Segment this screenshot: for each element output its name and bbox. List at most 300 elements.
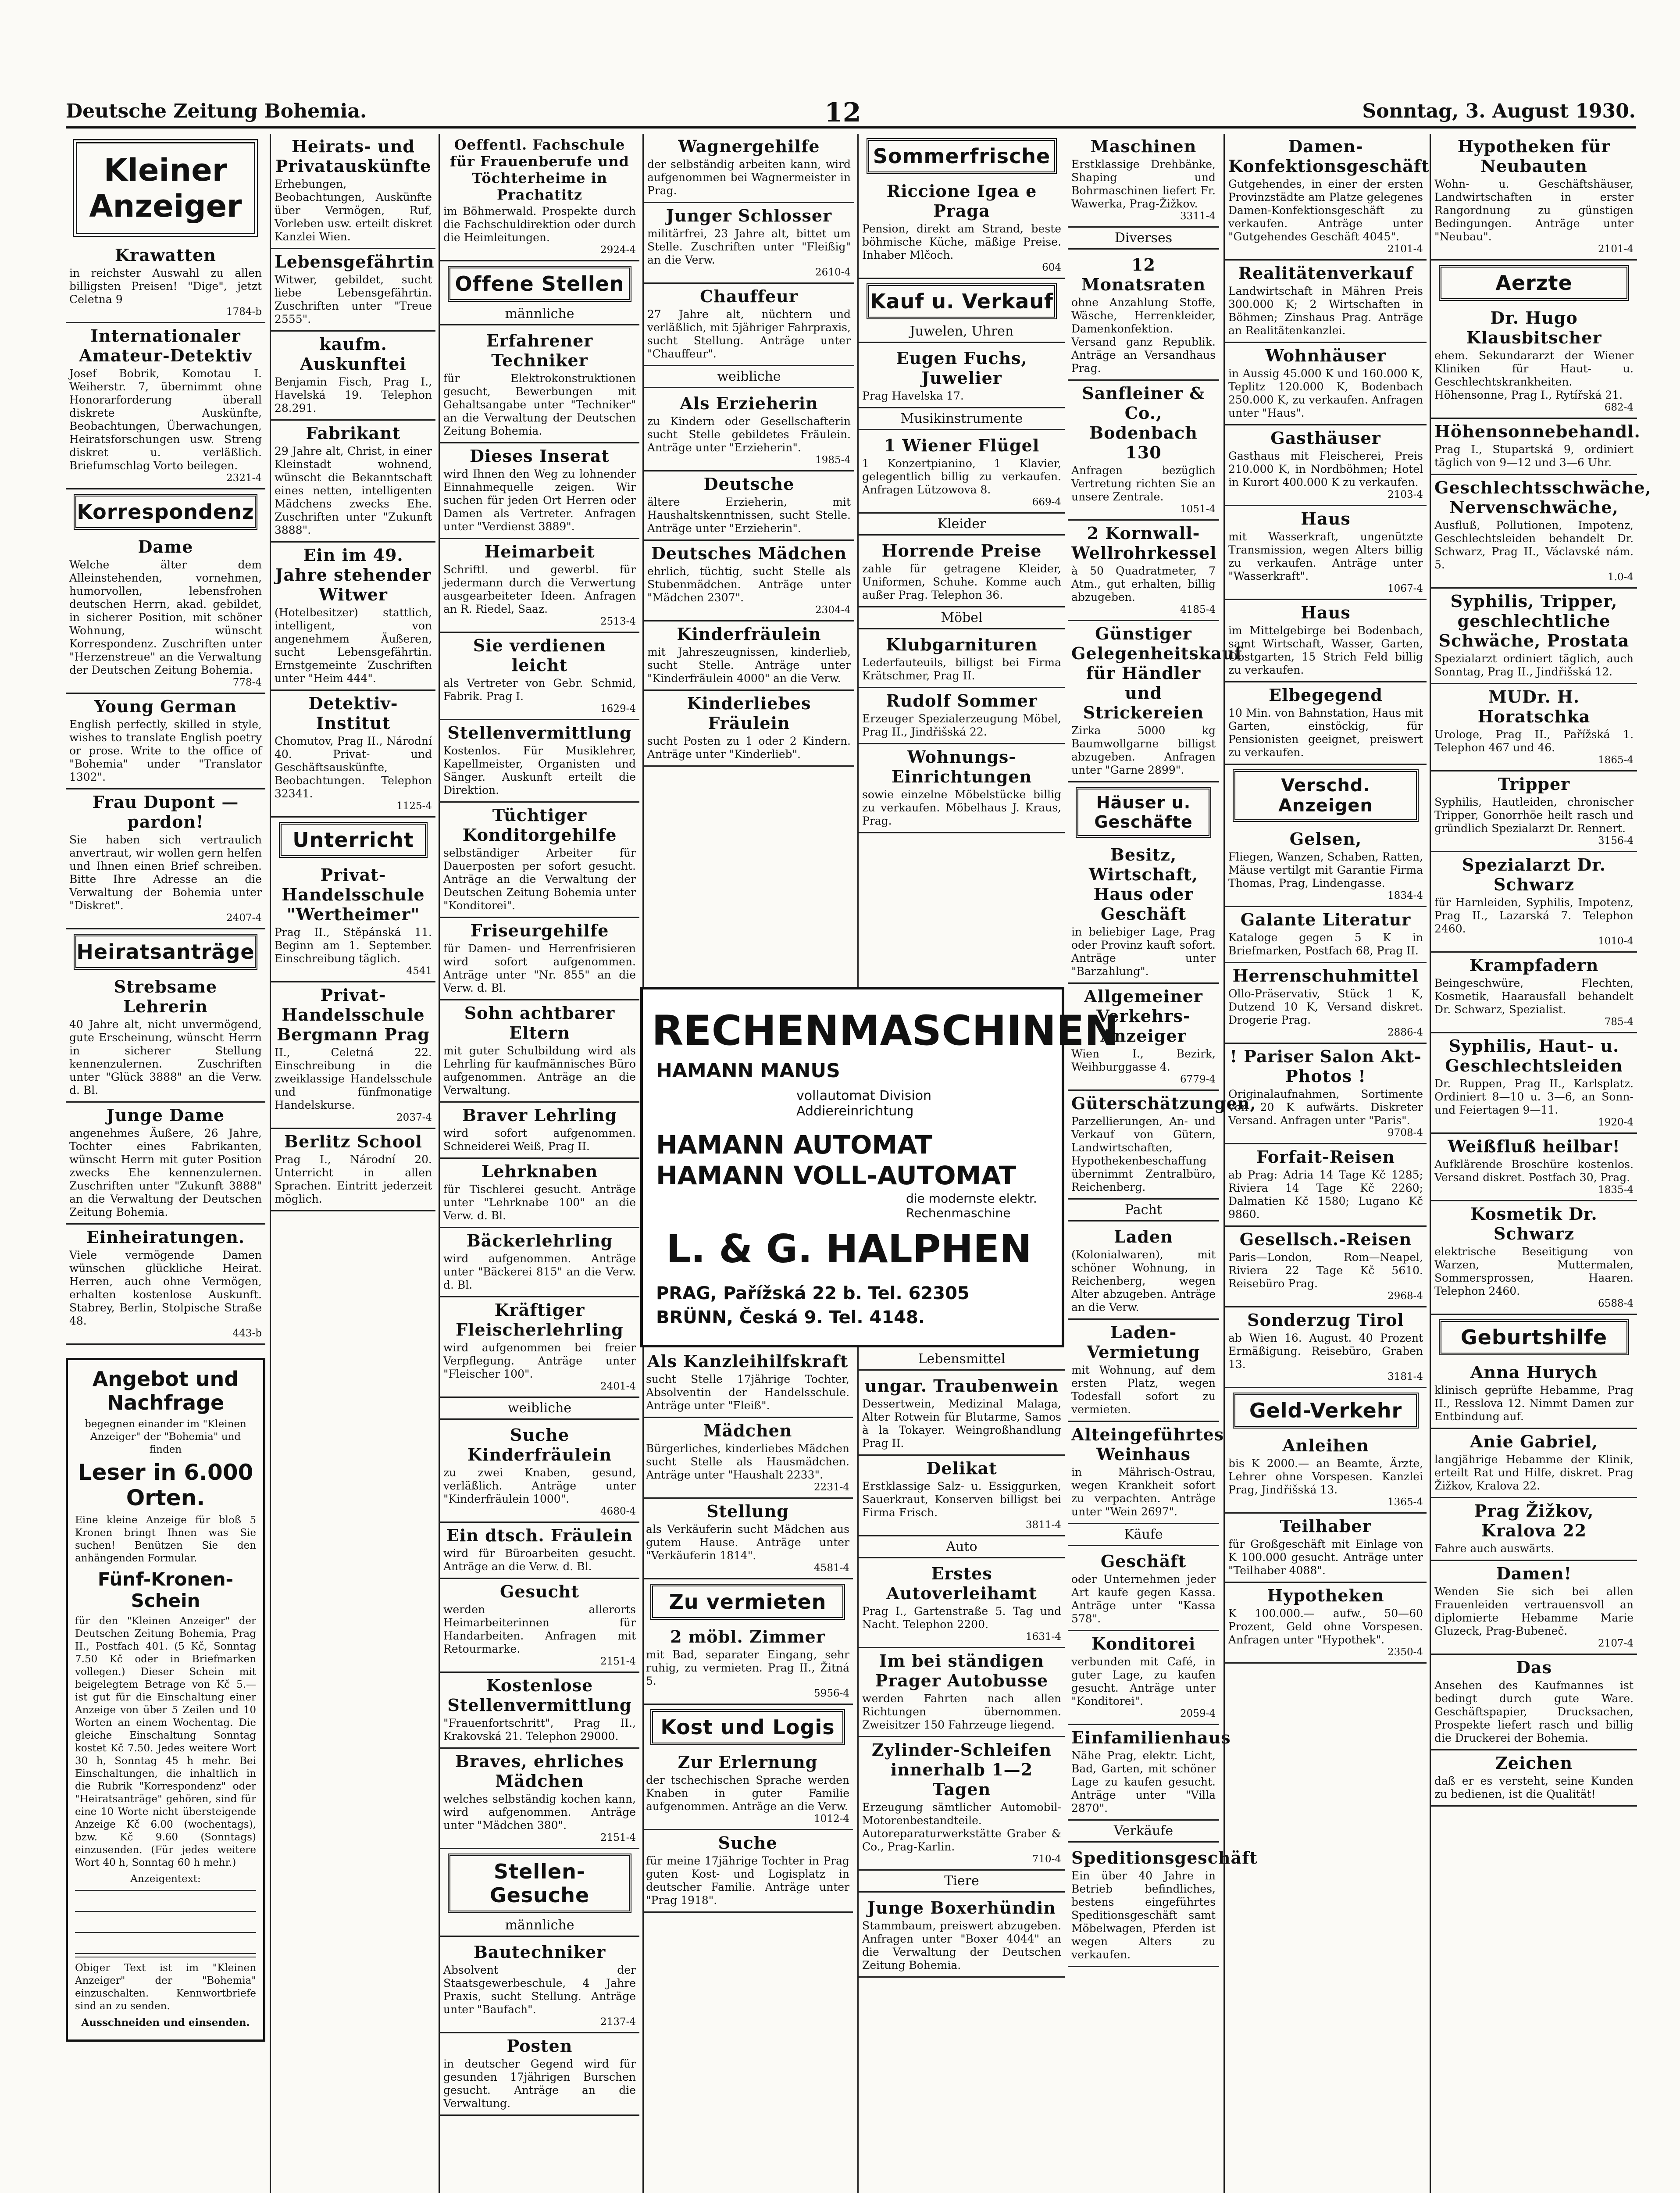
ad-heirat-privat [271,134,435,249]
ad-heading: 1 Wiener Flügel [884,436,1040,455]
ad-heading: Kinderliebes Fräulein [687,693,811,733]
ad-zylinder-schleifen [859,1737,1065,1871]
ad-heading: Sohn achtbarer Eltern [464,1003,615,1043]
section-korrespondenz: Korrespondenz [74,494,257,530]
ad-damen [1431,1561,1637,1655]
ad-heading: Als Erzieherin [680,393,818,413]
ad-code: 2101-4 [1388,243,1423,255]
ad-code: 2968-4 [1388,1290,1423,1302]
ad-heading: Gelsen, [1289,829,1362,849]
ad-heading: 12 Monatsraten [1081,255,1206,294]
ad-text: Kataloge gegen 5 K in Briefmarken, Postfach 68, Prag II. [1228,931,1423,957]
ad-text: 29 Jahre alt, Christ, in einer Kleinstadt wohnend, wünscht die Bekanntschaft eines netten, intelligenten Mädchens zwecks Ehe. Zuschriften unter "Zukunft 3888". [275,445,432,536]
ad-code: 785-4 [1604,1016,1634,1028]
ad-heading: Privat-Handelsschule "Wertheimer" [282,865,425,924]
ad-code: 1010-4 [1598,936,1634,947]
ad-text: wird Ihnen den Weg zu lohnender Einnahmequelle zeigen. Wir suchen für jeden Ort Herren oder Damen als Vertreter. Anfragen unter "Verdienst 3889". [443,468,636,533]
section-sommerfrische: Sommerfrische [867,138,1057,174]
ad-autoverleih [859,1561,1065,1648]
ad-elbegegend [1225,682,1427,765]
ad-code: 3156-4 [1598,835,1634,846]
section-aerzte: Aerzte [1439,265,1629,301]
subsection-weibliche: weibliche [440,1400,639,1420]
ad-text: 40 Jahre alt, nicht unvermögend, gute Erscheinung, wünscht Herrn in sicherer Stellung kennenzulernen. Zuschriften unter "Glück 3888" an die Verw. d. Bl. [69,1018,262,1096]
ad-text: Welche älter dem Alleinstehenden, vornehmen, humorvollen, lebensfrohen deutschen Herrn, akad. gebildet, in sicherer Position, mit schöner Wohnung, wünscht Korrespondenz. Zuschriften unter "Herzenstreue" an die Verwaltung der Deutschen Zeitung Bohemia. [69,558,262,676]
ad-text: Erzeugung sämtlicher Automobil-Motorenbestandteile. Autoreparaturwerkstätte Graber & Co., Prag-Karlin. [862,1801,1061,1853]
ad-heading: Speditionsgeschäft [1071,1848,1258,1868]
ad-horatschka [1431,684,1637,771]
ad-text: Prag I., Gartenstraße 5. Tag und Nacht. Telephon 2200. [862,1605,1061,1631]
ad-strebsame-lehrerin [66,974,265,1103]
column-7 [1223,134,1430,2193]
ad-heading: Braves, ehrliches Mädchen [455,1751,624,1791]
ad-heading: Krampfadern [1469,955,1599,975]
ad-text: der tschechischen Sprache werden Knaben in guter Familie aufgenommen. Anträge an die Verw. [646,1774,849,1813]
subsection-tiere: Tiere [859,1873,1065,1893]
ad-text: militärfrei, 23 Jahre alt, bittet um Stelle. Zuschriften unter "Fleißig" an die Verw. [647,227,851,266]
ad-product-manus: HAMANN MANUS [656,1060,840,1082]
ad-heading: Heirats- und Privatauskünfte [275,136,432,176]
subsection-kaeufe: Käufe [1068,1527,1219,1546]
ad-deutsches-maedchen [644,541,854,621]
ad-text: mit Wohnung, auf dem ersten Platz, wegen Todesfall sofort zu vermieten. [1071,1364,1216,1416]
ad-text: Anfragen bezüglich Vertretung richten Sie an unsere Zentrale. [1071,464,1216,503]
rechenmaschinen-display-ad [640,987,1119,1347]
ad-heading: Privat-Handelsschule Bergmann Prag [277,985,430,1044]
ad-heading: Delikat [926,1458,997,1478]
ad-teilhaber [1225,1514,1427,1583]
ad-feature-3: die modernste elektr. Rechenmaschine [906,1191,1037,1220]
ad-junge-dame [66,1103,265,1225]
ad-weissfluss [1431,1134,1637,1201]
ad-heading: Wohnungs-Einrichtungen [891,747,1032,786]
ad-gueterschaetzungen [1068,1091,1256,1200]
ad-friseurgehilfe [440,918,639,1000]
ad-code: 1067-4 [1388,583,1423,594]
subsection-moebel: Möbel [859,610,1065,629]
ad-schlosser [644,203,854,284]
ad-text: mit Bad, separater Eingang, sehr ruhig, zu vermieten. Prag II., Žitná 5. [646,1648,849,1687]
ad-text: Urologe, Prag II., Pařížská 1. Telephon 467 und 46. [1434,728,1634,754]
ad-text: zahle für getragene Kleider, Uniformen, Schuhe. Komme auch außer Prag. Telephon 36. [862,562,1061,601]
ad-heading: Zeichen [1495,1753,1573,1773]
ad-heading: Lehrknaben [481,1161,598,1181]
ad-code: 710-4 [1032,1854,1061,1865]
ad-text: bis K 2000.— an Beamte, Ärzte, Lehrer ohne Vorspesen. Kanzlei Prag, Jindřišská 13. [1228,1457,1423,1496]
subsection-pacht: Pacht [1068,1202,1219,1222]
ad-heading: Höhensonnebehandl. [1434,421,1641,441]
ad-wohnhaeuser [1225,343,1427,425]
ad-text: Benjamin Fisch, Prag I., Havelská 19. Telephon 28.291. [275,375,432,414]
ad-heading: Gesellsch.-Reisen [1239,1229,1412,1249]
ad-text: zu Kindern oder Gesellschafterin sucht Stelle gebildetes Fräulein. Anträge unter "Erzieherin". [647,415,851,454]
ad-heading: Im bei ständigen Prager Autobusse [875,1651,1049,1690]
ad-zeichen [1431,1750,1637,1807]
ad-heading: Dieses Inserat [470,446,610,466]
ad-kanzleihilfskraft [642,1349,853,1418]
ad-konditorei [1068,1631,1219,1725]
ad-sie-verdienen [440,633,639,720]
ad-heading: Einheiratungen. [86,1227,245,1247]
ad-text: in Mährisch-Ostrau, wegen Krankheit sofort zu verpachten. Anträge unter "Wein 2697". [1071,1466,1216,1518]
ad-syphilis-haut [1431,1033,1637,1134]
ad-text: Prag Havelska 17. [862,389,964,402]
ad-text: Gasthaus mit Fleischerei, Preis 210.000 K, in Nordböhmen; Hotel in Kurort 400.000 K zu verkaufen. [1228,450,1423,489]
ad-heading: Galante Literatur [1240,910,1411,929]
ad-code: 9708-4 [1388,1127,1423,1139]
ad-code: 1784-b [226,306,262,318]
ad-stellenvermittlung [440,720,639,803]
ad-code: 2037-4 [396,1112,432,1123]
ad-company-name: L. & G. HALPHEN [666,1226,1032,1272]
ad-suche [642,1830,853,1913]
ad-text: (Hotelbesitzer) stattlich, intelligent, von angenehmem Äußeren, sucht Lebensgefährtin. Ernstgemeinte Zuschriften unter "Heim 444". [275,606,432,685]
ad-code: 2610-4 [815,267,851,278]
ad-code: 1985-4 [815,454,851,466]
ad-text: Aufklärende Broschüre kostenlos. Versand diskret. Postfach 30, Prag. [1434,1158,1634,1184]
subsection-diverses: Diverses [1068,230,1219,250]
ad-code: 1835-4 [1598,1184,1634,1196]
ad-geschlechtsschwaeche [1431,475,1651,589]
ad-zimmer [642,1624,853,1705]
ad-code: 682-4 [1604,402,1634,413]
ad-heading: Hypotheken [1267,1586,1384,1605]
ad-text: Stammbaum, preiswert abzugeben. Anfragen unter "Boxer 4044" an die Verwaltung der Deutschen Zeitung Bohemia. [862,1919,1061,1972]
ad-text: Witwer, gebildet, sucht liebe Lebensgefährtin. Zuschriften unter "Treue 2555". [275,273,432,325]
subsection-kleider: Kleider [859,516,1065,536]
ad-code: 2401-4 [600,1381,636,1392]
ad-code: 2151-4 [600,1832,636,1843]
section-offene-stellen: Offene Stellen [448,266,631,302]
ad-heading: Laden-Vermietung [1087,1322,1200,1362]
ad-code: 2513-4 [600,616,636,627]
ad-heading: Kosmetik Dr. Schwarz [1470,1204,1598,1243]
ad-besitz [1068,842,1219,984]
ad-heading: Elbegegend [1269,685,1383,705]
ad-text: in Aussig 45.000 K und 160.000 K, Teplitz 120.000 K, Bodenbach 250.000 K, zu verkaufen. Anfragen unter "Haus". [1228,367,1423,419]
ad-text: Erstklassige Salz- u. Essiggurken, Sauerkraut, Konserven billigst bei Firma Frisch. [862,1480,1061,1519]
ad-heading: Realitätenverkauf [1238,263,1413,283]
ad-code: 443-b [232,1328,262,1339]
ad-heading: Sanfleiner & Co., Bodenbach 130 [1082,383,1205,462]
ad-text: wird aufgenommen bei freier Verpflegung. Anträge unter "Fleischer 100". [443,1341,636,1380]
promo-signature: Anzeigentext: [130,1873,201,1885]
ad-heading: Ein im 49. Jahre stehender Witwer [275,545,432,604]
ad-text: selbständiger Arbeiter für Dauerposten per sofort gesucht. Anträge an die Verwaltung der Deutschen Zeitung Bohemia unter "Konditorei". [443,846,636,912]
ad-text: mit Wasserkraft, ungenützte Transmission, wegen Alters billig zu verkaufen. Anträge unter "Wasserkraft". [1228,530,1423,582]
column-1 [66,134,265,2193]
ad-code: 2350-4 [1388,1647,1423,1658]
ad-text: wird aufgenommen. Anträge unter "Bäckerei 815" an die Verw. d. Bl. [443,1252,636,1291]
ad-heading: Mädchen [703,1421,792,1440]
ad-heading: Das [1516,1657,1552,1677]
ad-text: als Verkäuferin sucht Mädchen aus gutem Hause. Anträge unter "Verkäuferin 1814". [646,1523,849,1562]
ad-laden [1068,1224,1219,1320]
ad-heading: Gasthäuser [1270,428,1381,448]
ad-heading: Damen! [1496,1564,1572,1583]
ad-berlitz [271,1129,435,1211]
ad-text: à 50 Quadratmeter, 7 Atm., gut erhalten, billig abzugeben. [1071,564,1216,604]
ad-damen-konfektion [1225,134,1430,261]
ad-krawatten [66,243,265,323]
ad-code: 2059-4 [1180,1708,1216,1719]
ad-lebensgefaehrtin [271,249,435,332]
ad-anna-hurych [1431,1360,1637,1429]
ad-heading: Krawatten [115,245,216,265]
ad-syphilis-tripper [1431,589,1637,684]
ad-heading: 2 Kornwall-Wellrohrkessel [1071,523,1217,563]
ad-main-title: RECHENMASCHINEN [652,1007,1119,1055]
ad-heading: Riccione Igea e Praga [886,181,1037,221]
ad-heading: Geschäft [1100,1551,1187,1571]
ad-text: Beingeschwüre, Flechten, Kosmetik, Haarausfall behandelt Dr. Schwarz, Spezialist. [1434,977,1634,1016]
ad-text: sucht Stelle 17jährige Tochter, Absolventin der Handelsschule. Anträge unter "Fleiß". [646,1373,849,1412]
ad-text: für meine 17jährige Tochter in Prag guten Kost- und Logisplatz in deutscher Familie. Anträge unter "Prag 1918". [646,1854,849,1907]
ad-heading: Frau Dupont — pardon! [92,792,239,832]
ad-code: 1125-4 [396,800,432,812]
subsection-verkaeufe: Verkäufe [1068,1823,1219,1843]
ad-klubgarnituren [859,632,1065,688]
ad-hoehensonne [1431,419,1641,475]
column-5-lower [857,1349,1065,2193]
ad-wiener-fluegel [859,433,1065,514]
ad-heading: Friseurgehilfe [470,921,609,940]
ad-text: zu zwei Knaben, gesund, verläßlich. Anträge unter "Kinderfräulein 1000". [443,1466,636,1505]
ad-heading: Zylinder-Schleifen innerhalb 1—2 Tagen [871,1740,1052,1799]
ad-sanfleiner [1068,381,1219,521]
ad-realitaetenverkauf [1225,261,1427,343]
ad-code: 2407-4 [226,912,262,924]
ad-code: 2137-4 [600,2016,636,2028]
ad-code: 6588-4 [1598,1298,1634,1309]
ad-deutsche [644,471,854,541]
ad-eugen-fuchs [859,346,1065,408]
ad-text: English perfectly, skilled in style, wishes to translate English poetry or prose. Write to the office of "Bohemia" under "Translator 1302". [69,718,262,783]
ad-feature-2: Addiereinrichtung [796,1104,914,1119]
ad-code: 2107-4 [1598,1638,1634,1649]
ad-monatsraten [1068,252,1219,381]
ad-text: Parzellierungen, An- und Verkauf von Gütern, Landwirtschaften, Hypothekenbeschaffung übernimmt Zentralbüro, Reichenberg. [1071,1115,1216,1193]
ad-heading: Kostenlose Stellenvermittlung [447,1675,632,1715]
ad-text: Fahre auch auswärts. [1434,1542,1555,1555]
promo-footer: Obiger Text ist im "Kleinen Anzeiger" der "Bohemia" einzuschalten. Kennwortbriefe sind an zu senden. [75,1962,256,2012]
column-4-lower [642,1349,853,2193]
ad-dame [66,534,265,694]
ad-code: 1051-4 [1180,504,1216,515]
ad-heading: Tüchtiger Konditorgehilfe [462,805,617,845]
ad-heading: Laden [1114,1227,1173,1247]
ad-fabrikant [271,421,435,543]
ad-heading: Haus [1301,509,1351,529]
ad-code: 3181-4 [1388,1371,1423,1382]
ad-braves-maedchen [440,1749,639,1849]
ad-address-bruenn: BRÜNN, Česká 9. Tel. 4148. [656,1307,925,1328]
ad-text: Absolvent der Staatsgewerbeschule, 4 Jahre Praxis, sucht Stellung. Anträge unter "Baufach". [443,1964,636,2016]
ad-text: für Tischlerei gesucht. Anträge unter "Lehrknabe 100" an die Verw. d. Bl. [443,1183,636,1222]
ad-boxerhuendin [859,1895,1065,1978]
column-2 [270,134,435,2193]
ad-witwer [271,543,435,691]
ad-geschaeft [1068,1549,1219,1631]
ad-code: 1012-4 [814,1813,849,1825]
promo-box [66,1358,265,2042]
ad-heading: Konditorei [1091,1634,1196,1654]
ad-code: 1834-4 [1388,890,1423,901]
page-header [66,97,1636,129]
ad-text: mit guter Schulbildung wird als Lehrling für kaufmännisches Büro aufgenommen. Anträge an die Verwaltung. [443,1044,636,1096]
ad-heading: Prag Žižkov, Kralova 22 [1474,1501,1594,1540]
ad-kornwall [1068,521,1219,621]
ad-das-ansehen [1431,1655,1637,1750]
ad-heading: Kinderfräulein [677,624,821,644]
ad-text: verbunden mit Café, in guter Lage, zu kaufen gesucht. Anträge unter "Konditorei". [1071,1655,1216,1707]
ad-code: 2103-4 [1388,489,1423,500]
ad-text: Pension, direkt am Strand, beste böhmische Küche, mäßige Preise. Inhaber Mlčoch. [862,222,1061,261]
ad-code: 1631-4 [1026,1631,1061,1643]
ad-text: Erhebungen, Beobachtungen, Auskünfte über Vermögen, Ruf, Vorleben usw. erteilt diskret Kanzlei Wien. [275,178,432,243]
ad-heading: Horrende Preise [881,541,1042,561]
ad-text: K 100.000.— aufw., 50—60 Prozent, Geld ohne Vorspesen. Anfragen unter "Hypothek". [1228,1607,1423,1646]
ad-text: im Böhmerwald. Prospekte durch die Fachschuldirektion oder durch die Heimleitungen. [443,205,636,244]
ad-text: Kostenlos. Für Musiklehrer, Kapellmeister, Organisten und Sänger. Auskunft erteilt die Direktion. [443,744,636,796]
ad-heading: Geschlechtsschwäche, Nervenschwäche, [1434,478,1651,517]
ad-klausbitscher [1431,305,1637,419]
ad-text: ältere Erzieherin, mit Haushaltskenntnissen, sucht Stelle. Anträge unter "Erzieherin". [647,496,851,535]
ad-code: 2886-4 [1388,1027,1423,1038]
ad-heading: Braver Lehrling [462,1105,617,1125]
promo-blank-lines[interactable] [75,1890,256,1957]
ad-heading: Allgemeiner Verkehrs-Anzeiger [1084,986,1203,1046]
ad-sohn [440,1000,639,1103]
ad-code: 1365-4 [1388,1497,1423,1508]
ad-heading: Sonderzug Tirol [1247,1310,1404,1330]
ad-heading: ungar. Traubenwein [864,1376,1059,1396]
promo-text-1: Eine kleine Anzeige für bloß 5 Kronen bringt Ihnen was Sie suchen! Benützen Sie den anhängenden Formular. [75,1514,256,1564]
section-haeuser-geschaefte: Häuser u. Geschäfte [1076,787,1211,838]
ad-text: Prag I., Stupartská 9, ordiniert täglich von 9—12 und 3—6 Uhr. [1434,443,1634,469]
ad-heading: Bäckerlehrling [466,1231,613,1250]
ad-heading: Sie verdienen leicht [473,636,606,675]
ad-haus-mittelgebirge [1225,600,1427,682]
ad-lehrling [440,1103,639,1159]
ad-text: Viele vermögende Damen wünschen glückliche Heirat. Herren, auch ohne Vermögen, erhalten kostenlose Auskunft. Stabrey, Berlin, Stolpische Straße 48. [69,1249,262,1327]
ad-text: Sie haben sich vertraulich anvertraut, wir wollen gern helfen und Ihnen einen Brief schreiben. Bitte Ihre Adresse an die Verwaltung der Bohemia unter "Diskret". [69,833,262,912]
ad-text: Originalaufnahmen, Sortimente von 20 K aufwärts. Diskreter Versand. Anfragen unter "Paris". [1228,1088,1423,1127]
ad-prag-zizkov [1431,1498,1637,1561]
ad-text: im Mittelgebirge bei Bodenbach, samt Wirtschaft, Wasser, Garten, Obstgarten, 15 Strich Feld billig zu verkaufen. [1228,624,1423,676]
ad-heading: Dr. Hugo Klausbitscher [1466,308,1602,347]
ad-heading: Strebsame Lehrerin [114,977,218,1016]
ad-text: ohne Anzahlung Stoffe, Wäsche, Herrenkleider, Damenkonfektion. Versand ganz Republik. Anträge an Versandhaus Prag. [1071,296,1216,375]
ad-heading: Als Kanzleihilfskraft [647,1351,849,1371]
ad-einfamilienhaus [1068,1725,1231,1821]
ad-heading: Fabrikant [306,423,401,443]
ad-horrende-preise [859,538,1065,607]
ad-heading: Lebensgefährtin [275,252,435,271]
ad-code: 2924-4 [600,244,636,256]
section-unterricht: Unterricht [279,822,428,858]
ad-code: 5956-4 [814,1688,849,1699]
ad-heimarbeit [440,539,639,633]
ad-haus-wasserkraft [1225,506,1427,600]
ad-heading: Güterschätzungen, [1071,1093,1256,1113]
ad-laden-vermietung [1068,1320,1219,1422]
ad-heading: Haus [1301,603,1351,622]
ad-text: Chomutov, Prag II., Národní 40. Privat- und Geschäftsauskünfte, Beobachtungen. Telephon 32341. [275,735,432,800]
section-title-kleiner-anzeiger: Kleiner Anzeiger [73,139,258,237]
ad-gesellschaftsreisen [1225,1227,1427,1307]
ad-text: welches selbständig kochen kann, wird aufgenommen. Anträge unter "Mädchen 380". [443,1793,636,1832]
ad-heading: Erstes Autoverleihamt [886,1564,1037,1603]
ad-text: Landwirtschaft in Mähren Preis 300.000 K; 2 Wirtschaften in Böhmen; Zinshaus Prag. Anträge an Realitätenkanzlei. [1228,285,1423,337]
ad-feature-1: vollautomat Division [796,1088,932,1104]
ad-riccione [859,179,1065,279]
ad-gelsen [1225,826,1427,907]
ad-text: Ein über 40 Jahre in Betrieb befindliches, bestens eingeführtes Speditionsgeschäft samt Möbelwagen, Pferden ist wegen Alters zu verkaufen. [1071,1869,1216,1961]
ad-code: 1.0-4 [1608,571,1634,583]
subsection-juwelen: Juwelen, Uhren [859,324,1065,343]
ad-text: in beliebiger Lage, Prag oder Provinz kauft sofort. Anträge unter "Barzahlung". [1071,925,1216,978]
ad-text: Erzeuger Spezialerzeugung Möbel, Prag II., Jindřišská 22. [862,712,1061,738]
ad-kosmetik [1431,1201,1637,1315]
ad-text: Prag II., Stěpánská 11. Beginn am 1. September. Einschreibung täglich. [275,926,432,965]
ad-hypotheken [1225,1583,1427,1664]
ad-maschinen [1068,134,1219,228]
ad-heading: Rudolf Sommer [886,691,1038,711]
promo-coupon-title: Fünf-Kronen-Schein [97,1568,234,1611]
ad-dtsch-fraeulein [440,1523,639,1579]
issue-date: Sonntag, 3. August 1930. [1362,100,1636,122]
ad-product-automat: HAMANN AUTOMAT [656,1130,933,1160]
ad-text: langjährige Hebamme der Klinik, erteilt Rat und Hilfe, diskret. Prag Žižkov, Kralova 22. [1434,1453,1634,1492]
ad-wohnungseinrichtungen [859,744,1065,833]
ad-heading: Heimarbeit [484,542,595,561]
ad-text: Fliegen, Wanzen, Schaben, Ratten, Mäuse vertilgt mit Garantie Firma Thomas, Prag, Lindengasse. [1228,850,1423,889]
ad-heading: Deutsches Mädchen [651,543,847,563]
ad-code: 6779-4 [1180,1074,1216,1085]
ad-text: Syphilis, Hautleiden, chronischer Tripper, Gonorrhöe heilt rasch und gründlich Spezialarzt Dr. Rennert. [1434,796,1634,835]
ad-heading: Alteingeführtes Weinhaus [1071,1425,1224,1464]
ad-maedchen-haushalt [642,1418,853,1499]
ad-text: Erstklassige Drehbänke, Shaping und Bohrmaschinen liefert Fr. Wawerka, Prag-Žižkov. [1071,158,1216,210]
subsection-maennliche-2: männliche [440,1918,639,1937]
ad-text: 1 Konzertpianino, 1 Klavier, gelegentlich billig zu verkaufen. Anfragen Lützowova 8. [862,457,1061,496]
ad-heading: Junger Schlosser [666,206,832,225]
ad-code: 1920-4 [1598,1117,1634,1128]
ad-heading: Günstiger Gelegenheitskauf für Händler und Strickereien [1071,624,1242,722]
ad-text: II., Celetná 22. Einschreibung in die zweiklassige Handelsschule und fünfmonatige Handelskurse. [275,1046,432,1111]
ad-code: 1865-4 [1598,754,1634,766]
ad-kinderliebes [644,691,854,767]
ad-wagnergehilfe [644,134,854,203]
ad-code: 4541 [406,965,432,977]
ad-text: Ollo-Präservativ, Stück 1 K, Dutzend 10 K, Versand diskret. Drogerie Prag. [1228,987,1423,1026]
ad-code: 3811-4 [1026,1519,1061,1531]
ad-text: Spezialarzt ordiniert täglich, auch Sonntag, Prag II., Jindřišská 12. [1434,652,1634,678]
ad-text: Zirka 5000 kg Baumwollgarne billigst abzugeben. Anfragen unter "Garne 2899". [1071,724,1216,776]
ad-code: 2151-4 [600,1656,636,1667]
ad-heading: ! Pariser Salon Akt-Photos ! [1230,1046,1422,1086]
ad-galante-literatur [1225,907,1427,963]
ad-text: ehrlich, tüchtig, sucht Stelle als Stubenmädchen. Anträge unter "Mädchen 2307". [647,565,851,604]
ad-text: für Damen- und Herrenfrisieren wird sofort aufgenommen. Anträge unter "Nr. 855" an die Verw. d. Bl. [443,942,636,994]
ad-text: in deutscher Gegend wird für gesunden 17jährigen Burschen gesucht. Anträge an die Verwaltung. [443,2057,636,2110]
ad-heading: Dame [138,537,193,557]
ad-fleischerlehrling [440,1297,639,1398]
ad-erzieherin [644,391,854,471]
ad-frau-dupont [66,789,265,929]
ad-heading: Posten [506,2036,573,2056]
